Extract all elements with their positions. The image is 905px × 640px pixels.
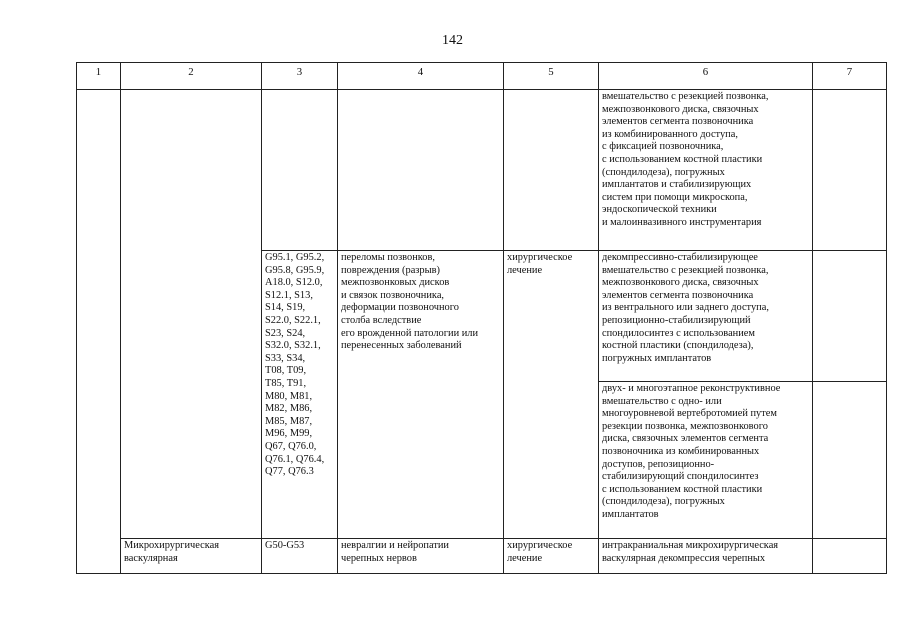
table-row (77, 90, 887, 251)
cell-col7 (813, 90, 887, 251)
cell-icd-codes: G95.1, G95.2, G95.8, G95.9, A18.0, S12.0, S12.1, S13, S14, S19, S22.0, S22.1, S23, S24, S32.0, S32.1, S33, S34, T08, T09, T85, T91, M80, M81, M82, M86, M85, M87, M96, M99, Q67, Q76.0, Q76.1, Q76.4, Q77, Q76.3 (262, 251, 338, 539)
column-number-row (77, 63, 887, 90)
page-number: 142 (442, 33, 463, 48)
cell-col5 (504, 90, 599, 251)
cell-col1 (77, 90, 121, 574)
column-header-4: 4 (338, 63, 504, 90)
cell-col7 (813, 251, 887, 382)
cell-method: двух- и многоэтапное реконструктивное вмешательство с одно- или многоуровневой вертебротомией путем резекции позвонка, межпозвонкового диска, связочных элементов сегмента позвоночника из комбинированных доступов, репозиционно- стабилизирующий спондилосинтез с использованием костной пластики (спондилодеза), погружных имплантатов (599, 382, 813, 539)
cell-col4 (338, 90, 504, 251)
cell-method: вмешательство с резекцией позвонка, межпозвонкового диска, связочных элементов сегмента позвоночника из комбинированного доступа, с фиксацией позвоночника, с использованием костной пластики (спондилодеза), погружных имплантатов и стабилизирующих систем при помощи микроскопа, эндоскопической техники и малоинвазивного инструментария (599, 90, 813, 251)
cell-diagnosis: переломы позвонков, повреждения (разрыв) межпозвонковых дисков и связок позвоночника, деформации позвоночного столба вследствие его врожденной патологии или перенесенных заболеваний (338, 251, 504, 539)
cell-col7 (813, 382, 887, 539)
cell-method: декомпрессивно-стабилизирующее вмешательство с резекцией позвонка, межпозвонкового диска, связочных элементов сегмента позвоночника из вентрального или заднего доступа, репозиционно-стабилизирующий спондилосинтез с использованием костной пластики (спондилодеза), погружных имплантатов (599, 251, 813, 382)
procedures-table (76, 62, 887, 574)
column-header-2: 2 (121, 63, 262, 90)
column-header-1: 1 (77, 63, 121, 90)
column-header-7: 7 (813, 63, 887, 90)
column-header-6: 6 (599, 63, 813, 90)
cell-surgery-group: Микрохирургическая васкулярная (121, 539, 262, 574)
cell-col3 (262, 90, 338, 251)
cell-col2 (121, 90, 262, 539)
column-header-5: 5 (504, 63, 599, 90)
table-row (77, 539, 887, 574)
cell-treatment-type: хирургическое лечение (504, 539, 599, 574)
cell-icd-codes: G50-G53 (262, 539, 338, 574)
cell-col7 (813, 539, 887, 574)
cell-method: интракраниальная микрохирургическая васкулярная декомпрессия черепных (599, 539, 813, 574)
cell-diagnosis: невралгии и нейропатии черепных нервов (338, 539, 504, 574)
column-header-3: 3 (262, 63, 338, 90)
cell-treatment-type: хирургическое лечение (504, 251, 599, 539)
